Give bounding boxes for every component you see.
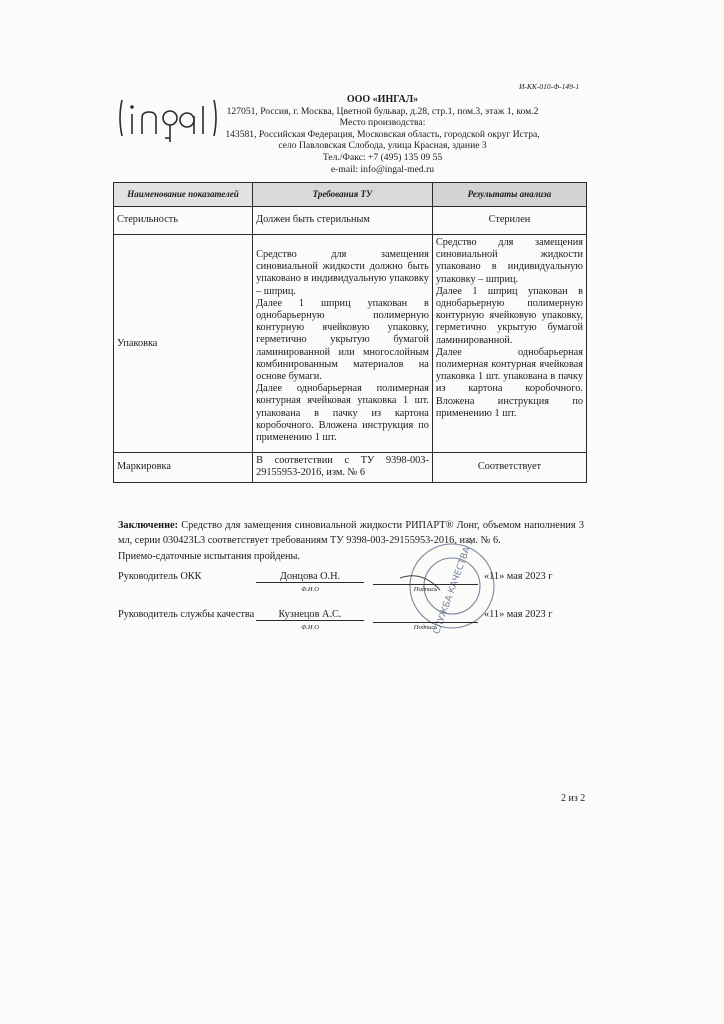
company-address: 127051, Россия, г. Москва, Цветной бульвар, д.28, стр.1, пом.3, этаж 1, ком.2 bbox=[226, 105, 539, 117]
document-code: И-КК-010-Ф-149-1 bbox=[519, 82, 580, 91]
signature-caption: Подпись bbox=[413, 624, 438, 631]
production-address-line-1: 143581, Российская Федерация, Московская область, городской округ Истра, bbox=[225, 128, 540, 140]
result-cell bbox=[432, 235, 586, 453]
requirement-paragraph: Далее 1 шприц упакован в однобарьерную полимерную контурную ячейковую упаковку, герметично укрытую бумагой ламинированной или многослойным комбинированным материалов на основе бумаги. bbox=[256, 297, 429, 383]
requirement-paragraph: Средство для замещения синовиальной жидкости должно быть упаковано в индивидуальную упаковку – шприц. bbox=[256, 249, 429, 297]
requirement-cell: Должен быть стерильным bbox=[253, 207, 433, 235]
table-row-packaging bbox=[114, 235, 587, 453]
conclusion-body: Средство для замещения синовиальной жидкости РИПАРТ® Лонг, объемом наполнения 3 мл, серии 030423L3 соответствует требованиям ТУ 9398-003-29155953-2016, изм. № 6. bbox=[118, 520, 584, 547]
table-header-row bbox=[114, 183, 587, 207]
production-address-line-2: село Павловская Слобода, улица Красная, здание 3 bbox=[278, 140, 487, 152]
result-paragraph: Средство для замещения синовиальной жидкости упаковано в индивидуальную упаковку – шприц. bbox=[435, 237, 583, 285]
column-header-results: Результаты анализа bbox=[432, 183, 586, 207]
conclusion-block bbox=[118, 518, 584, 564]
ingal-logo-icon bbox=[118, 92, 218, 152]
analysis-table bbox=[113, 182, 587, 483]
signer-name: Кузнецов А.С. bbox=[256, 609, 364, 621]
parameter-name: Упаковка bbox=[114, 235, 253, 453]
signature-date: «11» мая 2023 г bbox=[484, 571, 553, 582]
result-paragraph: Далее однобарьерная полимерная контурная ячейковая упаковка 1 шт. упакована в пачку из картона коробочного. Вложена инструкция по применению 1 шт. bbox=[435, 346, 583, 419]
signature-row-quality bbox=[118, 609, 588, 639]
table-row-sterility bbox=[114, 207, 587, 235]
parameter-name: Стерильность bbox=[114, 207, 253, 235]
column-header-parameter: Наименование показателей bbox=[114, 183, 253, 207]
parameter-name: Маркировка bbox=[114, 453, 253, 482]
signature-date: «11» мая 2023 г bbox=[484, 609, 553, 620]
result-cell: Стерилен bbox=[432, 207, 586, 235]
signature-line bbox=[373, 584, 478, 585]
result-paragraph: Далее 1 шприц упакован в однобарьерную полимерную контурную ячейковую упаковку, герметично укрытую бумагой ламинированной. bbox=[435, 285, 583, 346]
result-cell: Соответствует bbox=[432, 453, 586, 482]
company-email: e-mail: info@ingal-med.ru bbox=[330, 163, 435, 175]
company-name: ООО «ИНГАЛ» bbox=[346, 94, 419, 105]
signer-role: Руководитель ОКК bbox=[118, 571, 202, 582]
table-row-marking bbox=[114, 453, 587, 482]
name-caption: Ф.И.О bbox=[301, 586, 319, 593]
requirement-paragraph: Далее однобарьерная полимерная контурная ячейковая упаковка 1 шт. упакована в пачку из картона коробочного. Вложена инструкция по применению 1 шт. bbox=[256, 383, 429, 444]
conclusion-text bbox=[118, 518, 584, 549]
signer-role: Руководитель службы качества bbox=[118, 609, 255, 620]
signer-name: Донцова О.Н. bbox=[256, 571, 364, 583]
requirement-cell bbox=[253, 235, 433, 453]
signature-caption: Подпись bbox=[413, 586, 438, 593]
name-caption: Ф.И.О bbox=[301, 624, 319, 631]
signature-row-okk bbox=[118, 571, 588, 601]
conclusion-label: Заключение: bbox=[118, 520, 179, 531]
company-logo bbox=[118, 92, 218, 152]
production-label: Место производства: bbox=[339, 117, 426, 129]
requirement-cell: В соответствии с ТУ 9398-003-29155953-2016, изм. № 6 bbox=[253, 453, 433, 482]
column-header-requirements: Требования ТУ bbox=[253, 183, 433, 207]
acceptance-text: Приемо-сдаточные испытания пройдены. bbox=[118, 550, 301, 562]
stamp-text: СЛУЖБА КАЧЕСТВА 1 bbox=[431, 540, 476, 636]
company-header bbox=[210, 94, 555, 175]
company-phone: Тел./Факс: +7 (495) 135 09 55 bbox=[322, 151, 443, 163]
signature-line bbox=[373, 622, 478, 623]
page-number: 2 из 2 bbox=[561, 793, 586, 804]
